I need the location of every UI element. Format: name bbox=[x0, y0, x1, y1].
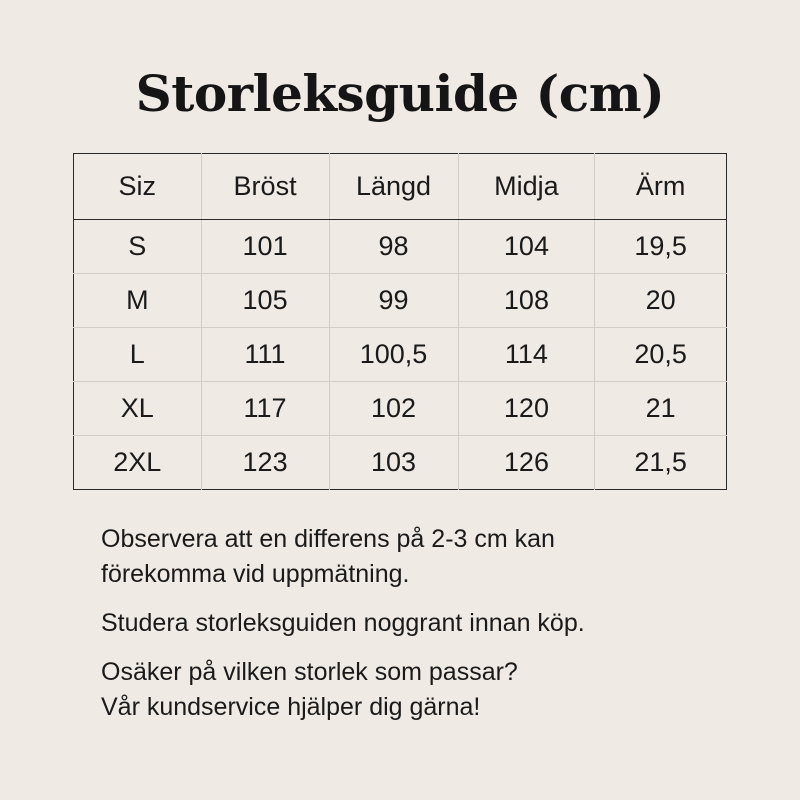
cell-length: 98 bbox=[329, 220, 458, 274]
header-sleeve: Ärm bbox=[595, 154, 727, 220]
cell-size: S bbox=[128, 231, 147, 261]
table-row bbox=[74, 382, 727, 436]
table-row bbox=[74, 328, 727, 382]
cell-waist: 120 bbox=[458, 382, 595, 436]
notes bbox=[101, 522, 761, 739]
cell-length: 102 bbox=[329, 382, 458, 436]
cell-chest: 111 bbox=[201, 328, 329, 382]
cell-sleeve: 21 bbox=[595, 382, 727, 436]
cell-size: L bbox=[74, 328, 202, 382]
measurement-note bbox=[101, 522, 761, 592]
cell-size: XL bbox=[74, 382, 202, 436]
cell-size: 2XL bbox=[74, 436, 202, 490]
header-waist: Midja bbox=[458, 154, 595, 220]
header-size: Siz bbox=[74, 154, 202, 220]
table-header-row bbox=[74, 154, 727, 220]
measurement-note-line: förekomma vid uppmätning. bbox=[101, 560, 410, 588]
cell-length: 103 bbox=[329, 436, 458, 490]
cell-size: M bbox=[74, 274, 202, 328]
cell-waist: 126 bbox=[458, 436, 595, 490]
cell-waist: 104 bbox=[458, 220, 595, 274]
table-row bbox=[74, 220, 727, 274]
table-row bbox=[74, 436, 727, 490]
size-table bbox=[73, 153, 727, 490]
cell-length: 100,5 bbox=[329, 328, 458, 382]
cell-sleeve: 19,5 bbox=[595, 220, 727, 274]
cell-chest: 105 bbox=[201, 274, 329, 328]
customer-service-note-line: Vår kundservice hjälper dig gärna! bbox=[101, 693, 481, 721]
cell-waist: 114 bbox=[458, 328, 595, 382]
cell-length: 99 bbox=[329, 274, 458, 328]
header-chest: Bröst bbox=[201, 154, 329, 220]
study-guide-note bbox=[101, 606, 761, 641]
page-title: Storleksguide (cm) bbox=[135, 64, 665, 123]
customer-service-note-line: Osäker på vilken storlek som passar? bbox=[101, 658, 518, 686]
cell-chest: 123 bbox=[201, 436, 329, 490]
measurement-note-line: Observera att en differens på 2-3 cm kan bbox=[101, 525, 555, 553]
cell-chest: 101 bbox=[201, 220, 329, 274]
header-length: Längd bbox=[329, 154, 458, 220]
customer-service-note bbox=[101, 655, 761, 725]
study-guide-note-line: Studera storleksguiden noggrant innan köp. bbox=[101, 609, 585, 637]
table-row bbox=[74, 274, 727, 328]
cell-waist: 108 bbox=[458, 274, 595, 328]
cell-chest: 117 bbox=[201, 382, 329, 436]
cell-sleeve: 20 bbox=[595, 274, 727, 328]
cell-sleeve: 20,5 bbox=[595, 328, 727, 382]
cell-sleeve: 21,5 bbox=[595, 436, 727, 490]
